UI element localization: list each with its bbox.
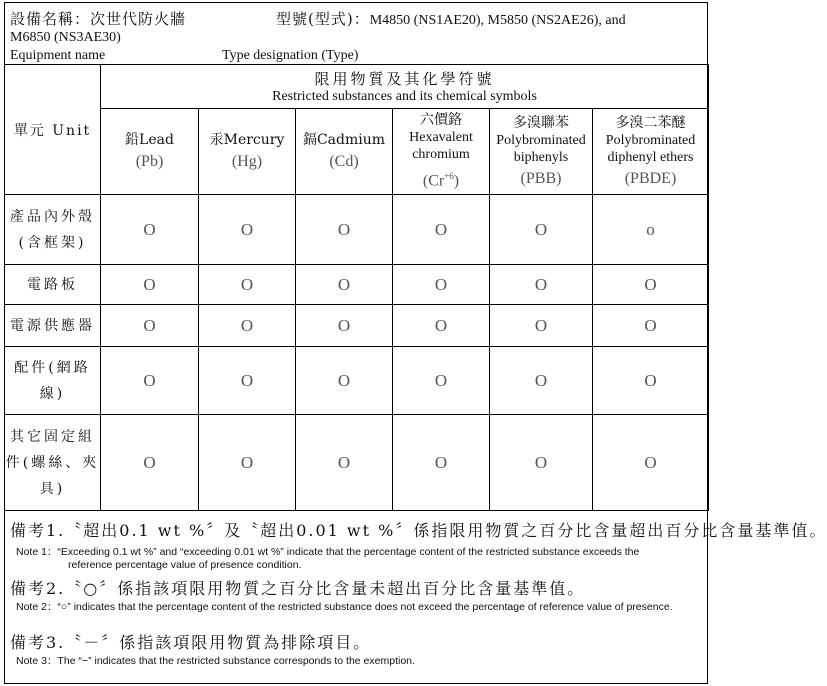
substance-symbol: (PBB) xyxy=(520,169,562,187)
value-cell: O xyxy=(393,347,490,415)
unit-cell xyxy=(5,347,101,415)
value-cell: O xyxy=(101,195,199,265)
type-models-line1: M4850 (NS1AE20), M5850 (NS2AE26), and xyxy=(369,13,626,28)
value-cell: O xyxy=(199,195,296,265)
substance-name: 汞Mercury xyxy=(209,131,285,148)
substance-hexavalent-chromium xyxy=(393,109,490,195)
value-cell: O xyxy=(101,415,199,511)
value-cell: O xyxy=(593,415,709,511)
note3-zh: 備考3.〝－〞係指該項限用物質為排除項目。 xyxy=(10,633,372,652)
value-cell: O xyxy=(101,347,199,415)
type-models-line2: M6850 (NS3AE30) xyxy=(10,30,121,45)
value-cell: O xyxy=(199,415,296,511)
value-cell: O xyxy=(199,347,296,415)
substance-lead xyxy=(101,109,199,195)
value-cell: O xyxy=(393,415,490,511)
substance-name-zh: 多溴聯苯 xyxy=(513,114,569,131)
value-cell: O xyxy=(296,347,393,415)
value-cell: O xyxy=(593,305,709,347)
value-cell: O xyxy=(593,265,709,305)
unit-label: 線) xyxy=(39,385,66,402)
group-header-en: Restricted substances and its chemical symbols xyxy=(272,89,537,104)
unit-cell xyxy=(5,415,101,511)
value-cell: O xyxy=(490,305,593,347)
table-row xyxy=(5,415,709,511)
substance-name-zh: 多溴二苯醚 xyxy=(615,114,686,131)
symbol-superscript: +6 xyxy=(444,170,454,181)
unit-cell xyxy=(5,305,101,347)
value-cell: o xyxy=(593,195,709,265)
substance-symbol: (PBDE) xyxy=(624,169,677,187)
value-cell: O xyxy=(296,195,393,265)
type-designation-zh xyxy=(276,8,626,29)
value-cell: O xyxy=(199,265,296,305)
symbol-end: ) xyxy=(453,172,460,190)
value-cell: O xyxy=(296,305,393,347)
value-cell: O xyxy=(490,195,593,265)
value-cell: O xyxy=(101,265,199,305)
substance-name: 鉛Lead xyxy=(125,131,174,148)
value-cell: O xyxy=(296,415,393,511)
table-row xyxy=(5,347,709,415)
substance-cadmium xyxy=(296,109,393,195)
value-cell: O xyxy=(199,305,296,347)
value-cell: O xyxy=(490,265,593,305)
unit-label: 電路板 xyxy=(27,276,78,293)
substance-pbde xyxy=(593,109,709,195)
note1-en: Note 1：“Exceeding 0.1 wt %” and “exceeding 0.01 wt %” indicate that the percentage content of the restricted substance exceeds the xyxy=(16,546,640,558)
unit-label: 產品內外殼 xyxy=(10,208,95,225)
restricted-substances-table xyxy=(4,64,709,511)
value-cell: O xyxy=(296,265,393,305)
symbol-base: (Cr xyxy=(422,172,445,190)
substance-name-en: Hexavalent chromium xyxy=(409,129,473,162)
equipment-name-en: Equipment name xyxy=(10,48,106,63)
value-cell: O xyxy=(593,347,709,415)
unit-header: 單元 Unit xyxy=(5,65,101,195)
value-cell: O xyxy=(393,195,490,265)
value-cell: O xyxy=(393,265,490,305)
table-row xyxy=(5,265,709,305)
value-cell: O xyxy=(490,415,593,511)
substance-symbol: (Cd) xyxy=(329,152,359,170)
type-label-zh: 型號(型式)： xyxy=(276,10,370,28)
substance-name-en: Polybrominated biphenyls xyxy=(496,132,586,165)
note2-en: Note 2：“○” indicates that the percentage content of the restricted substance does not exceed the percentage of reference value of presence. xyxy=(16,601,673,613)
substance-symbol: (Pb) xyxy=(135,152,164,170)
substance-name: 鎘Cadmium xyxy=(302,131,386,148)
header xyxy=(4,6,704,64)
unit-label: 其它固定組 xyxy=(10,428,95,445)
unit-label: 具) xyxy=(39,480,66,497)
substance-symbol xyxy=(393,165,489,192)
substance-header-row xyxy=(5,109,709,195)
group-header-zh: 限用物質及其化學符號 xyxy=(314,70,495,88)
unit-label: 電源供應器 xyxy=(10,317,95,334)
substance-symbol: (Hg) xyxy=(231,152,263,170)
value-cell: O xyxy=(101,305,199,347)
note2-zh: 備考2.〝○〞係指該項限用物質之百分比含量未超出百分比含量基準值。 xyxy=(10,579,586,598)
unit-cell xyxy=(5,195,101,265)
note1-en-continued: reference percentage value of presence condition. xyxy=(68,559,302,571)
type-designation-en: Type designation (Type) xyxy=(222,48,359,63)
unit-cell xyxy=(5,265,101,305)
value-cell: O xyxy=(393,305,490,347)
substances-group-header xyxy=(101,65,709,109)
note3-en: Note 3：The “−” indicates that the restricted substance corresponds to the exemption. xyxy=(16,655,415,667)
unit-label: 配件(網路 xyxy=(14,359,91,376)
note1-zh: 備考1.〝超出0.1 wt %〞及〝超出0.01 wt %〞係指限用物質之百分比含量超出百分比含量基準值。 xyxy=(10,521,827,540)
table-row xyxy=(5,305,709,347)
unit-label: 件(螺絲、夾 xyxy=(5,454,100,471)
value-cell: O xyxy=(490,347,593,415)
substance-pbb xyxy=(490,109,593,195)
substance-name-zh: 六價鉻 xyxy=(420,111,462,128)
substance-name-en: Polybrominated diphenyl ethers xyxy=(605,132,696,165)
equipment-name-zh: 設備名稱：次世代防火牆 xyxy=(10,10,187,28)
substance-mercury xyxy=(199,109,296,195)
unit-label: (含框架) xyxy=(18,234,87,251)
table-row xyxy=(5,195,709,265)
